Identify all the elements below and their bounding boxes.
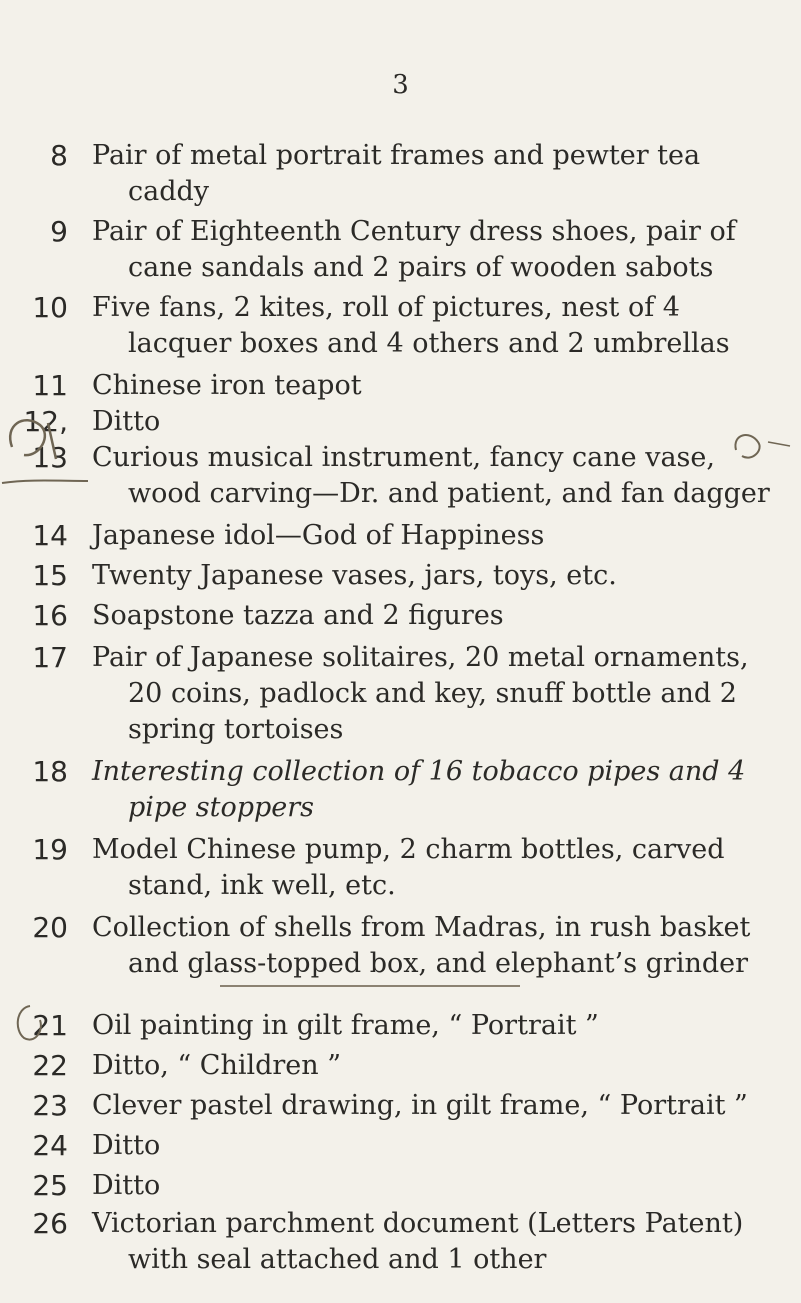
page-number: 3 (392, 70, 409, 100)
lot-description (92, 1128, 782, 1164)
lot-line: lacquer boxes and 4 others and 2 umbrellas (128, 328, 730, 359)
lot-description (92, 754, 782, 826)
lot-description (92, 598, 782, 634)
lot-description (92, 1048, 782, 1084)
lot-number: 26 (32, 1207, 68, 1240)
lot-number: 24 (32, 1129, 68, 1162)
lot-line: Curious musical instrument, fancy cane vase, (92, 442, 715, 473)
lot-number: 23 (32, 1089, 68, 1122)
lot-number: 25 (32, 1169, 68, 1202)
pencil-mark-left (0, 395, 90, 490)
lot-line: with seal attached and 1 other (128, 1244, 547, 1275)
lot-description (92, 138, 782, 210)
lot-line: Model Chinese pump, 2 charm bottles, carved (92, 834, 725, 865)
lot-line: Japanese idol—God of Happiness (92, 520, 545, 551)
lot-number: 19 (32, 833, 68, 866)
lot-number: 17 (32, 641, 68, 674)
lot-number: 10 (32, 291, 68, 324)
lot-line: Pair of metal portrait frames and pewter tea (92, 140, 701, 171)
lot-line: Oil painting in gilt frame, “ Portrait ” (92, 1010, 599, 1041)
lot-number: 16 (32, 599, 68, 632)
lot-number: 15 (32, 559, 68, 592)
lot-number: 22 (32, 1049, 68, 1082)
lot-line: and glass-topped box, and elephant’s grinder (128, 948, 749, 979)
underline-mark (220, 985, 520, 987)
lot-line: spring tortoises (128, 714, 344, 745)
lot-line: Ditto (92, 406, 161, 437)
lot-line: Twenty Japanese vases, jars, toys, etc. (92, 560, 617, 591)
lot-description (92, 640, 782, 748)
pencil-mark-lot-21 (10, 1000, 50, 1050)
lot-description (92, 832, 782, 904)
pencil-mark-right (728, 420, 801, 480)
lot-description (92, 518, 782, 554)
lot-line: caddy (128, 176, 210, 207)
lot-description (92, 1008, 782, 1044)
lot-number: 18 (32, 755, 68, 788)
lot-line: Clever pastel drawing, in gilt frame, “ Portrait ” (92, 1090, 748, 1121)
lot-line: Ditto (92, 1170, 161, 1201)
lot-line: Chinese iron teapot (92, 370, 362, 401)
lot-line: Ditto (92, 1130, 161, 1161)
lot-description (92, 1088, 782, 1124)
lot-line: Soapstone tazza and 2 figures (92, 600, 504, 631)
lot-line: Pair of Eighteenth Century dress shoes, pair of (92, 216, 736, 247)
lot-number: 13 (32, 441, 68, 474)
lot-line: Ditto, “ Children ” (92, 1050, 342, 1081)
lot-number: 9 (50, 215, 68, 248)
lot-line: Interesting collection of 16 tobacco pipes and 4 (92, 756, 746, 787)
lot-number: 12, (23, 405, 68, 438)
lot-line: Collection of shells from Madras, in rush basket (92, 912, 751, 943)
lot-description (92, 558, 782, 594)
lot-line: cane sandals and 2 pairs of wooden sabots (128, 252, 714, 283)
lot-description (92, 404, 782, 440)
lot-description (92, 910, 782, 982)
lot-line: pipe stoppers (128, 792, 315, 823)
lot-description (92, 368, 782, 404)
lot-line: Victorian parchment document (Letters Patent) (92, 1208, 744, 1239)
lot-line: Pair of Japanese solitaires, 20 metal ornaments, (92, 642, 749, 673)
lot-number: 8 (50, 139, 68, 172)
lot-description (92, 214, 782, 286)
lot-description (92, 440, 782, 512)
lot-line: 20 coins, padlock and key, snuff bottle and 2 (128, 678, 737, 709)
lot-line: wood carving—Dr. and patient, and fan dagger (128, 478, 770, 509)
lot-description (92, 290, 782, 362)
lot-number: 20 (32, 911, 68, 944)
lot-number: 21 (32, 1009, 68, 1042)
lot-description (92, 1206, 782, 1278)
lot-line: Five fans, 2 kites, roll of pictures, nest of 4 (92, 292, 680, 323)
lot-number: 11 (32, 369, 68, 402)
lot-number: 14 (32, 519, 68, 552)
lot-description (92, 1168, 782, 1204)
lot-line: stand, ink well, etc. (128, 870, 396, 901)
